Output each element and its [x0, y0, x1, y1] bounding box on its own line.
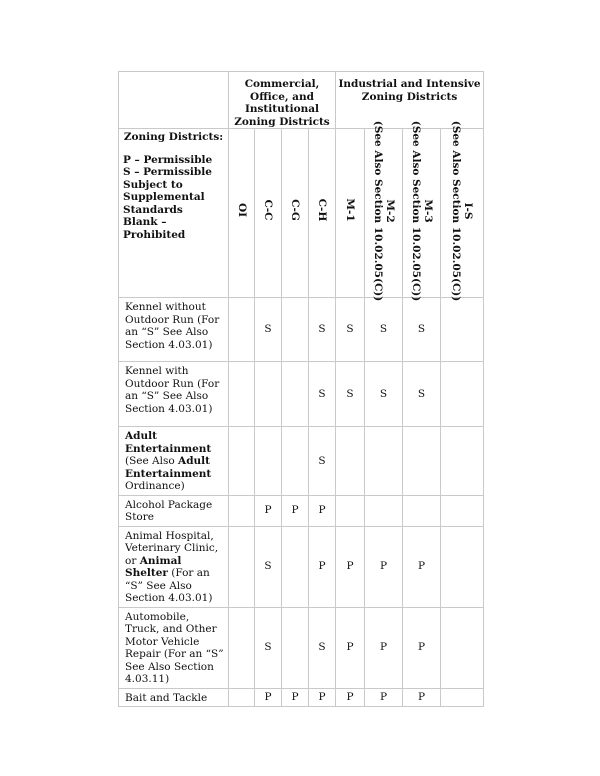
- cell-value: [282, 298, 309, 362]
- cell-value: S: [365, 362, 403, 427]
- use-label-bold: Adult Entertainment: [125, 455, 212, 480]
- cell-value: [229, 607, 255, 688]
- cell-value: S: [255, 298, 282, 362]
- cell-value: S: [365, 298, 403, 362]
- cell-value: P: [336, 526, 365, 607]
- cell-value: P: [403, 688, 441, 707]
- cell-value: [255, 427, 282, 496]
- cell-value: [229, 495, 255, 526]
- district-header-m3: [403, 120, 441, 302]
- cell-value: P: [255, 688, 282, 707]
- cell-value: [441, 526, 484, 607]
- cell-value: [441, 607, 484, 688]
- district-header-cg: [282, 129, 309, 298]
- district-note: (See Also Section 10.02.05(C)): [371, 120, 384, 302]
- cell-value: S: [336, 362, 365, 427]
- district-header-oi: [229, 129, 255, 298]
- district-note: (See Also Section 10.02.05(C)): [409, 120, 422, 302]
- cell-value: P: [403, 607, 441, 688]
- use-label: Alcohol Package Store: [119, 495, 229, 526]
- cell-value: [229, 526, 255, 607]
- district-header-ch: [309, 129, 336, 298]
- use-label-text: Ordinance): [125, 480, 185, 492]
- district-note: (See Also Section 10.02.05(C)): [450, 120, 463, 302]
- cell-value: [229, 427, 255, 496]
- cell-value: P: [365, 526, 403, 607]
- use-label-bold: Adult Entertainment: [125, 430, 212, 455]
- legend-lines: P – Permissible S – Permissible Subject to Supplemental Standards Blank – Prohibited: [123, 153, 213, 241]
- use-label-text: Animal Hospital, Veterinary Clinic, or: [125, 529, 219, 567]
- district-code: M-1: [344, 197, 357, 222]
- cell-value: P: [365, 607, 403, 688]
- cell-value: S: [309, 427, 336, 496]
- cell-value: [365, 495, 403, 526]
- table-row: [119, 298, 484, 362]
- cell-value: [336, 495, 365, 526]
- cell-value: [282, 362, 309, 427]
- group-header-industrial: Industrial and Intensive Zoning Districts: [336, 72, 484, 129]
- cell-value: P: [365, 688, 403, 707]
- district-code: M-3: [421, 199, 434, 223]
- district-header-m1: [336, 129, 365, 298]
- cell-value: [403, 427, 441, 496]
- table-row: [119, 526, 484, 607]
- cell-value: S: [309, 362, 336, 427]
- legend-cell: [119, 129, 229, 298]
- cell-value: [336, 427, 365, 496]
- use-label: Bait and Tackle: [119, 688, 229, 707]
- district-code: C-G: [289, 198, 301, 221]
- use-label: Automobile, Truck, and Other Motor Vehicle Repair (For an “S” See Also Section 4.03.11): [119, 607, 229, 688]
- district-code: C-C: [262, 199, 274, 221]
- district-header-is: [441, 120, 484, 302]
- use-label-text: (See Also: [125, 455, 179, 467]
- use-label-text: (For an “S” See Also Section 4.03.01): [125, 567, 213, 604]
- table-row: [119, 427, 484, 496]
- use-label: [119, 427, 229, 496]
- district-code: M-2: [383, 199, 396, 223]
- cell-value: [441, 688, 484, 707]
- use-label: [119, 526, 229, 607]
- district-code: OI: [235, 202, 248, 217]
- cell-value: [403, 495, 441, 526]
- cell-value: P: [255, 495, 282, 526]
- district-header-m2: [365, 120, 403, 302]
- use-label-bold: Animal Shelter: [125, 554, 182, 579]
- zoning-use-table: [118, 71, 484, 707]
- use-label: Kennel with Outdoor Run (For an “S” See Also Section 4.03.01): [119, 362, 229, 427]
- cell-value: [365, 427, 403, 496]
- cell-value: [282, 607, 309, 688]
- cell-value: S: [403, 298, 441, 362]
- table-row: [119, 688, 484, 707]
- cell-value: S: [336, 298, 365, 362]
- cell-value: [229, 298, 255, 362]
- legend-title: Zoning Districts:: [123, 131, 224, 143]
- cell-value: P: [403, 526, 441, 607]
- use-label: Kennel without Outdoor Run (For an “S” See Also Section 4.03.01): [119, 298, 229, 362]
- cell-value: S: [309, 607, 336, 688]
- cell-value: [229, 688, 255, 707]
- cell-value: [255, 362, 282, 427]
- cell-value: P: [336, 688, 365, 707]
- cell-value: S: [255, 526, 282, 607]
- cell-value: S: [309, 298, 336, 362]
- cell-value: P: [336, 607, 365, 688]
- group-header-commercial: Commercial, Office, and Institutional Zoning Districts: [229, 72, 336, 129]
- cell-value: [282, 427, 309, 496]
- cell-value: S: [255, 607, 282, 688]
- cell-value: [441, 298, 484, 362]
- cell-value: P: [282, 688, 309, 707]
- cell-value: [441, 362, 484, 427]
- cell-value: P: [309, 688, 336, 707]
- table-row: [119, 362, 484, 427]
- district-header-cc: [255, 129, 282, 298]
- corner-cell: [119, 72, 229, 129]
- cell-value: [282, 526, 309, 607]
- table-row: [119, 495, 484, 526]
- cell-value: [441, 427, 484, 496]
- district-code: C-H: [316, 198, 328, 221]
- cell-value: [229, 362, 255, 427]
- cell-value: [441, 495, 484, 526]
- cell-value: S: [403, 362, 441, 427]
- cell-value: P: [309, 526, 336, 607]
- cell-value: P: [309, 495, 336, 526]
- district-code: I-S: [462, 202, 475, 220]
- table-row: [119, 607, 484, 688]
- cell-value: P: [282, 495, 309, 526]
